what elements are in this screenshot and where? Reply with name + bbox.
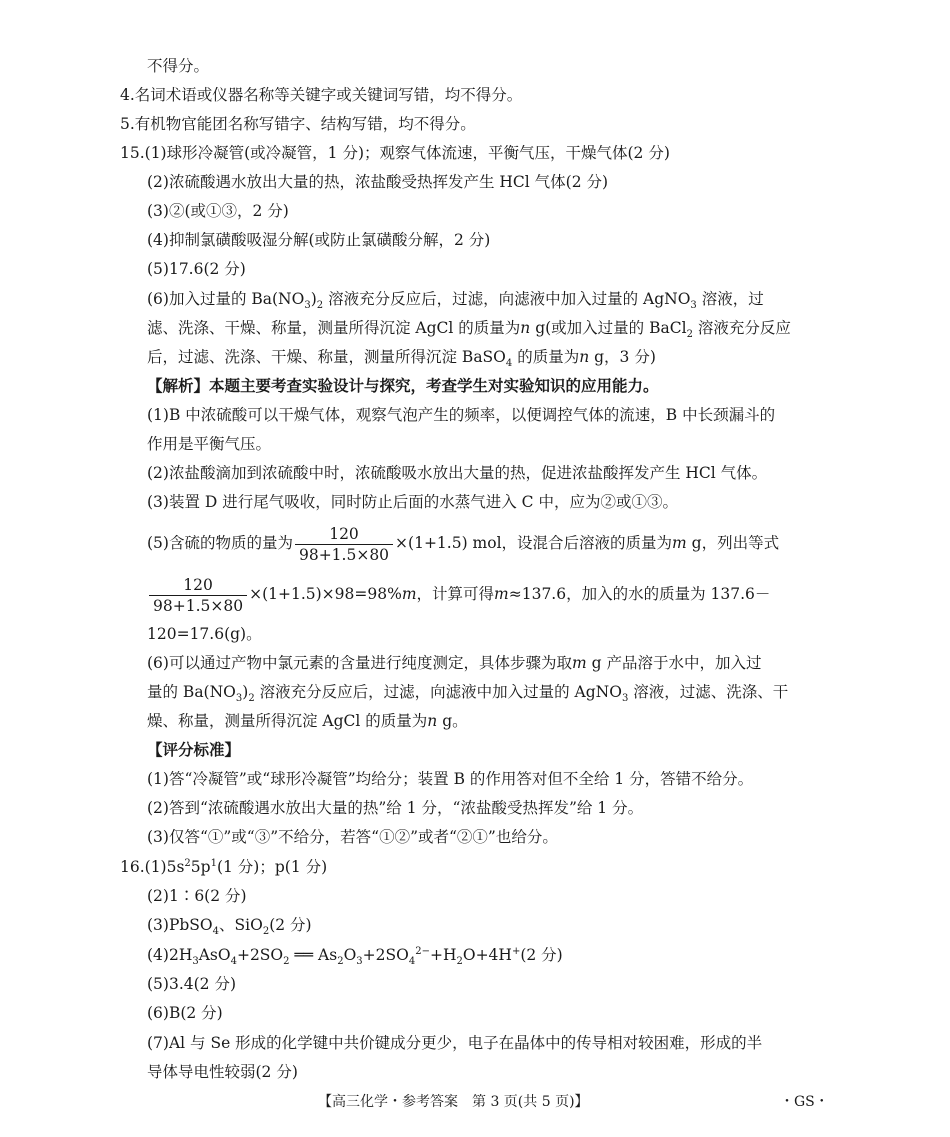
text-line bbox=[147, 653, 761, 673]
subscript: 4 bbox=[212, 926, 220, 938]
answer-16-1 bbox=[120, 857, 327, 877]
text-line: (1)答“冷凝管”或“球形冷凝管”均给分；装置 B 的作用答对但不全给 1 分，答错不给分。 bbox=[147, 770, 754, 788]
text: 溶液充分反应后，过滤，向滤液中加入过量的 AgNO bbox=[323, 290, 691, 308]
text: ) bbox=[242, 683, 249, 701]
text: 燥、称量，测量所得沉淀 AgCl 的质量为 bbox=[147, 712, 428, 730]
analysis-heading: 【解析】本题主要考查实验设计与探究，考查学生对实验知识的应用能力。 bbox=[147, 377, 659, 395]
text-line bbox=[147, 711, 468, 731]
text: 、SiO bbox=[219, 916, 263, 934]
variable: m bbox=[401, 585, 417, 603]
text-line: (3)装置 D 进行尾气吸收，同时防止后面的水蒸气进入 C 中，应为②或①③。 bbox=[147, 493, 678, 511]
text: 5p bbox=[190, 858, 211, 876]
text: 溶液，过滤、洗涤、干 bbox=[628, 683, 789, 701]
answer-16-6: (6)B(2 分) bbox=[147, 1004, 223, 1022]
text-line: (2)答到“浓硫酸遇水放出大量的热”给 1 分，“浓盐酸受热挥发”给 1 分。 bbox=[147, 799, 644, 817]
text: g 产品溶于水中，加入过 bbox=[586, 654, 762, 672]
text: 量的 Ba(NO bbox=[147, 683, 236, 701]
text: g，3 分) bbox=[589, 348, 656, 366]
answer-16-4 bbox=[147, 945, 563, 968]
text: (5)含硫的物质的量为 bbox=[147, 534, 293, 552]
text: 16.(1)5s bbox=[120, 858, 185, 876]
answer-16-5: (5)3.4(2 分) bbox=[147, 975, 236, 993]
superscript: + bbox=[511, 945, 521, 957]
answer-15-5: (5)17.6(2 分) bbox=[147, 260, 246, 278]
text: 滤、洗涤、干燥、称量，测量所得沉淀 AgCl 的质量为 bbox=[147, 319, 521, 337]
subscript: 4 bbox=[505, 358, 513, 370]
text-line: 5.有机物官能团名称写错字、结构写错，均不得分。 bbox=[120, 115, 476, 133]
fraction bbox=[149, 576, 247, 615]
variable: n bbox=[579, 348, 590, 366]
text: 溶液充分反应 bbox=[692, 319, 791, 337]
variable: n bbox=[520, 319, 531, 337]
answer-15-6 bbox=[147, 289, 764, 312]
subscript: 3 bbox=[235, 693, 243, 705]
subscript: 2 bbox=[456, 956, 463, 968]
subscript: 2 bbox=[248, 693, 255, 705]
text-line: 4.名词术语或仪器名称等关键字或关键词写错，均不得分。 bbox=[120, 86, 523, 104]
answer-15-1: 15.(1)球形冷凝管(或冷凝管，1 分)；观察气体流速，平衡气压，干燥气体(2 分) bbox=[120, 144, 670, 162]
subscript: 2 bbox=[316, 300, 324, 312]
text-line bbox=[147, 682, 789, 705]
subscript: 3 bbox=[304, 300, 311, 312]
fraction-numerator: 120 bbox=[149, 576, 247, 596]
answer-16-3 bbox=[147, 915, 312, 938]
text: O+4H bbox=[462, 946, 512, 964]
text: ) bbox=[310, 290, 317, 308]
variable: m bbox=[571, 654, 587, 672]
variable: n bbox=[427, 712, 438, 730]
answer-16-7: (7)Al 与 Se 形成的化学键中共价键成分更少，电子在晶体中的传导相对较困难，形成的半 bbox=[147, 1034, 763, 1052]
text: +2SO bbox=[236, 946, 284, 964]
text-line bbox=[147, 347, 656, 370]
superscript: 2− bbox=[415, 945, 430, 957]
fraction-denominator: 98+1.5×80 bbox=[153, 596, 244, 615]
text: (2 分) bbox=[269, 916, 312, 934]
text: ×(1+1.5) mol，设混合后溶液的质量为 bbox=[395, 534, 673, 552]
superscript: 2 bbox=[184, 857, 191, 869]
text: g(或加入过量的 BaCl bbox=[530, 319, 687, 337]
subscript: 3 bbox=[356, 956, 363, 968]
superscript: 1 bbox=[210, 857, 217, 869]
answer-15-3: (3)②(或①③，2 分) bbox=[147, 202, 289, 220]
text-line: 120=17.6(g)。 bbox=[147, 625, 262, 643]
subscript: 4 bbox=[230, 956, 237, 968]
footer-code: ・GS・ bbox=[780, 1094, 829, 1110]
subscript: 3 bbox=[621, 693, 629, 705]
formula-line bbox=[147, 572, 770, 616]
page-footer bbox=[0, 1090, 950, 1114]
text-line: 不得分。 bbox=[147, 57, 210, 75]
text: ，计算可得 bbox=[416, 585, 495, 603]
text: (3)PbSO bbox=[147, 916, 213, 934]
text-line: 导体导电性较弱(2 分) bbox=[147, 1063, 298, 1081]
subscript: 4 bbox=[408, 956, 416, 968]
answer-16-2: (2)1∶6(2 分) bbox=[147, 887, 247, 905]
text-line: (1)B 中浓硫酸可以干燥气体，观察气泡产生的频率，以便调控气体的流速，B 中长颈漏斗的 bbox=[147, 406, 776, 424]
text: +H bbox=[429, 946, 457, 964]
text-line: (3)仅答“①”或“③”不给分，若答“①②”或者“②①”也给分。 bbox=[147, 828, 558, 846]
answer-15-2: (2)浓硫酸遇水放出大量的热，浓盐酸受热挥发产生 HCl 气体(2 分) bbox=[147, 173, 609, 191]
text: (6)加入过量的 Ba(NO bbox=[147, 290, 305, 308]
text: ≈137.6，加入的水的质量为 137.6－ bbox=[508, 585, 771, 603]
text: AsO bbox=[198, 946, 231, 964]
text: 的质量为 bbox=[512, 348, 580, 366]
subscript: 3 bbox=[690, 300, 697, 312]
subscript: 2 bbox=[283, 956, 290, 968]
text: 后，过滤、洗涤、干燥、称量，测量所得沉淀 BaSO bbox=[147, 348, 506, 366]
subscript: 3 bbox=[192, 956, 199, 968]
text-line bbox=[147, 318, 791, 341]
formula-line bbox=[147, 521, 779, 565]
answer-15-4: (4)抑制氯磺酸吸湿分解(或防止氯磺酸分解，2 分) bbox=[147, 231, 491, 249]
text: 溶液充分反应后，过滤，向滤液中加入过量的 AgNO bbox=[254, 683, 622, 701]
footer-page-info: 【高三化学・参考答案 第 3 页(共 5 页)】 bbox=[318, 1094, 589, 1110]
text: (4)2H bbox=[147, 946, 193, 964]
text-line: (2)浓盐酸滴加到浓硫酸中时，浓硫酸吸水放出大量的热，促进浓盐酸挥发产生 HCl 气体。 bbox=[147, 464, 768, 482]
variable: m bbox=[494, 585, 509, 603]
text: ×(1+1.5)×98=98% bbox=[249, 585, 402, 603]
text: 溶液，过 bbox=[696, 290, 764, 308]
grading-heading: 【评分标准】 bbox=[147, 741, 241, 759]
variable: m bbox=[672, 534, 687, 552]
text: g。 bbox=[437, 712, 468, 730]
text: (2 分) bbox=[520, 946, 563, 964]
text: g，列出等式 bbox=[686, 534, 780, 552]
text-line: 作用是平衡气压。 bbox=[147, 435, 272, 453]
fraction-denominator: 98+1.5×80 bbox=[298, 545, 390, 564]
text: ══ As bbox=[289, 946, 338, 964]
subscript: 2 bbox=[262, 926, 270, 938]
subscript: 2 bbox=[337, 956, 344, 968]
fraction bbox=[295, 525, 393, 564]
text: +2SO bbox=[362, 946, 409, 964]
text: O bbox=[343, 946, 357, 964]
fraction-numerator: 120 bbox=[295, 525, 393, 545]
text: (6)可以通过产物中氯元素的含量进行纯度测定，具体步骤为取 bbox=[147, 654, 572, 672]
subscript: 2 bbox=[686, 329, 693, 341]
text: (1 分)；p(1 分) bbox=[216, 858, 328, 876]
